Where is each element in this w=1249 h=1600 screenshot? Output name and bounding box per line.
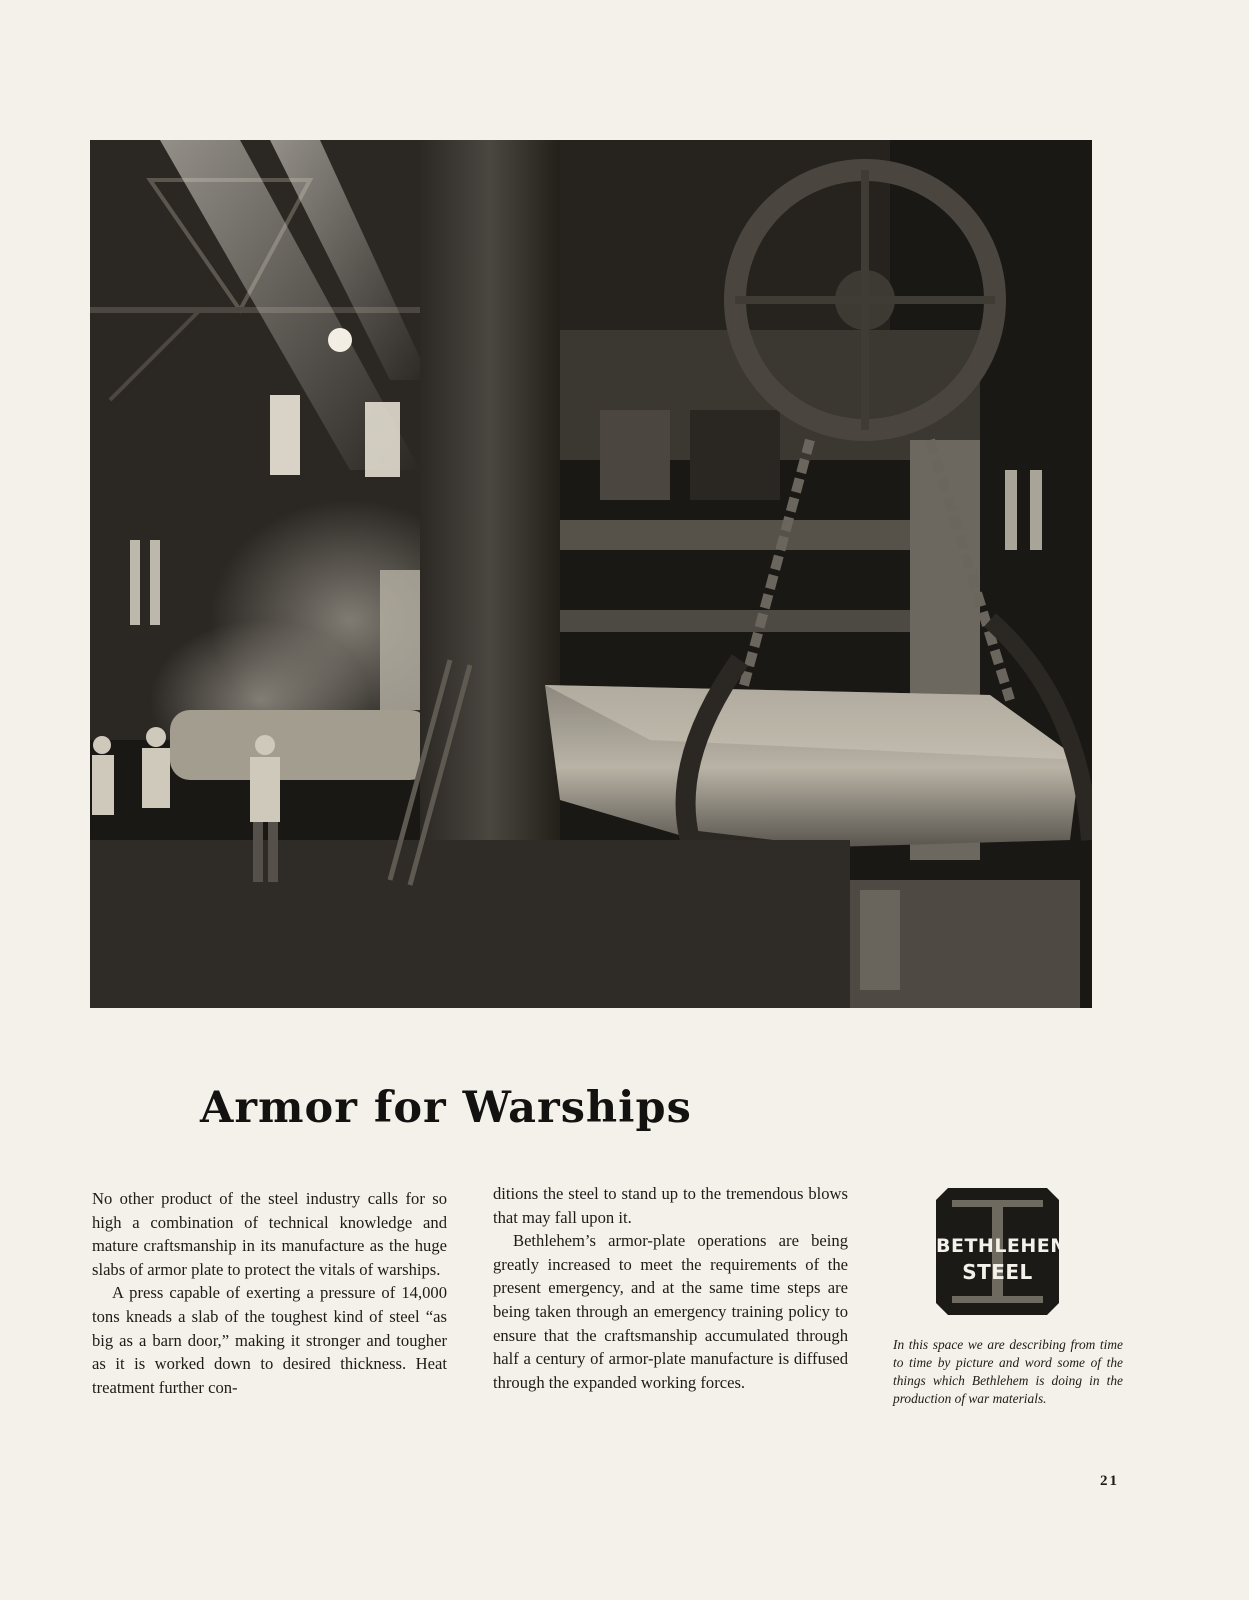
page-number: 21 [1100, 1473, 1119, 1489]
paragraph: No other product of the steel industry calls for so high a combination of technical knowledge and mature craftsmanship in its manufacture as the huge slabs of armor plate to protect the vitals of warships. [92, 1189, 447, 1279]
headline: Armor for Warships [200, 1083, 692, 1133]
logo-text-steel: STEEL [962, 1260, 1033, 1284]
paragraph: ditions the steel to stand up to the tremendous blows that may fall upon it. [493, 1184, 848, 1227]
body-column-right [493, 1182, 848, 1394]
photograph-illustration [90, 140, 1092, 1008]
body-column-left [92, 1187, 447, 1399]
logo-text-bethlehem: BETHLEHEM [936, 1235, 1070, 1257]
paragraph: A press capable of exerting a pressure of 14,000 tons kneads a slab of the toughest kind of steel “as big as a barn door,” making it stronger and tougher as it is worked down to desired thickness. Heat treatment further con- [92, 1283, 447, 1397]
paragraph: Bethlehem’s armor-plate operations are being greatly increased to meet the requirements of the present emergency, and at the same time steps are being taken through an emergency training policy to ensure that the craftsmanship accumulated through half a century of armor-plate manufacture is diffused through the expanded working forces. [493, 1231, 848, 1392]
series-caption: In this space we are describing from time to time by picture and word some of the things which Bethlehem is doing in the production of war materials. [893, 1337, 1123, 1406]
steel-press-photograph [90, 140, 1092, 1008]
bethlehem-steel-logo [936, 1188, 1070, 1315]
